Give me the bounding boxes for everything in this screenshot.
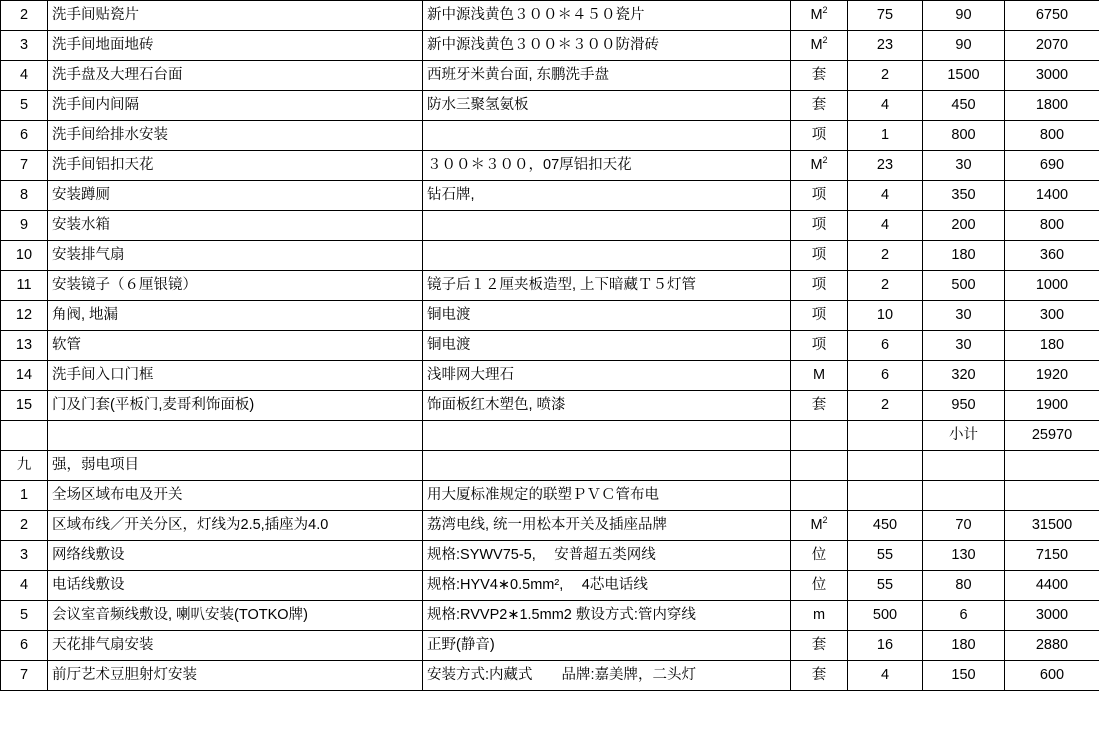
row-no: 9 bbox=[1, 211, 48, 241]
row-total: 360 bbox=[1005, 241, 1099, 271]
table-row bbox=[1, 661, 1099, 691]
row-name: 洗手间内间隔 bbox=[48, 91, 423, 121]
row-price: 150 bbox=[923, 661, 1005, 691]
row-price: 30 bbox=[923, 331, 1005, 361]
row-unit-text: 套 bbox=[811, 397, 827, 414]
subtotal-value: 25970 bbox=[1005, 421, 1099, 451]
row-price: 500 bbox=[923, 271, 1005, 301]
row-qty: 6 bbox=[848, 331, 923, 361]
row-spec: 浅啡网大理石 bbox=[423, 361, 791, 391]
row-price: 1500 bbox=[923, 61, 1005, 91]
row-qty: 2 bbox=[848, 391, 923, 421]
row-qty: 4 bbox=[848, 661, 923, 691]
row-price: 90 bbox=[923, 1, 1005, 31]
row-unit-text: 套 bbox=[811, 67, 827, 84]
row-spec: 规格:SYWV75-5, 安普超五类网线 bbox=[423, 541, 791, 571]
row-qty: 2 bbox=[848, 61, 923, 91]
row-unit-text: m bbox=[812, 607, 826, 624]
section-name: 强，弱电项目 bbox=[48, 451, 423, 481]
row-no: 5 bbox=[1, 601, 48, 631]
table-row bbox=[1, 151, 1099, 181]
row-total: 1400 bbox=[1005, 181, 1099, 211]
row-price: 450 bbox=[923, 91, 1005, 121]
row-spec bbox=[423, 121, 791, 151]
row-name: 安装镜子（６厘银镜） bbox=[48, 271, 423, 301]
row-unit bbox=[791, 481, 848, 511]
row-spec: 正野(静音) bbox=[423, 631, 791, 661]
row-unit bbox=[791, 301, 848, 331]
table-row bbox=[1, 211, 1099, 241]
row-price: 950 bbox=[923, 391, 1005, 421]
section-row bbox=[1, 451, 1099, 481]
row-total: 600 bbox=[1005, 661, 1099, 691]
section-no: 九 bbox=[1, 451, 48, 481]
row-no: 13 bbox=[1, 331, 48, 361]
row-qty bbox=[848, 481, 923, 511]
row-unit-sup: 2 bbox=[822, 5, 828, 16]
row-qty: 2 bbox=[848, 241, 923, 271]
row-no: 2 bbox=[1, 1, 48, 31]
row-name: 软管 bbox=[48, 331, 423, 361]
row-price: 180 bbox=[923, 631, 1005, 661]
row-qty: 500 bbox=[848, 601, 923, 631]
row-no: 7 bbox=[1, 661, 48, 691]
row-total: 800 bbox=[1005, 121, 1099, 151]
row-spec: 镜子后１２厘夹板造型, 上下暗藏Ｔ５灯管 bbox=[423, 271, 791, 301]
row-unit-sup: 2 bbox=[822, 155, 828, 166]
row-no: 6 bbox=[1, 121, 48, 151]
row-no: 3 bbox=[1, 31, 48, 61]
row-price: 180 bbox=[923, 241, 1005, 271]
row-unit-text: 套 bbox=[811, 637, 827, 654]
row-qty: 4 bbox=[848, 211, 923, 241]
table-row bbox=[1, 241, 1099, 271]
row-unit-text: 项 bbox=[811, 247, 827, 264]
row-total: 800 bbox=[1005, 211, 1099, 241]
row-no: 12 bbox=[1, 301, 48, 331]
row-spec: 铜电渡 bbox=[423, 301, 791, 331]
section-empty-spec bbox=[423, 451, 791, 481]
row-unit-text: 套 bbox=[811, 97, 827, 114]
row-no: 1 bbox=[1, 481, 48, 511]
row-unit bbox=[791, 391, 848, 421]
row-unit bbox=[791, 661, 848, 691]
row-unit-text: 套 bbox=[811, 667, 827, 684]
row-price: 350 bbox=[923, 181, 1005, 211]
table-row bbox=[1, 331, 1099, 361]
row-qty: 75 bbox=[848, 1, 923, 31]
row-unit-text: M bbox=[810, 517, 823, 534]
row-name: 安装蹲厕 bbox=[48, 181, 423, 211]
table-row bbox=[1, 271, 1099, 301]
row-unit-text: 项 bbox=[811, 217, 827, 234]
row-price: 130 bbox=[923, 541, 1005, 571]
row-unit bbox=[791, 61, 848, 91]
table-row bbox=[1, 1, 1099, 31]
row-spec: 饰面板红木塑色, 喷漆 bbox=[423, 391, 791, 421]
row-spec bbox=[423, 241, 791, 271]
row-no: 11 bbox=[1, 271, 48, 301]
row-qty: 450 bbox=[848, 511, 923, 541]
table-row bbox=[1, 91, 1099, 121]
row-total: 6750 bbox=[1005, 1, 1099, 31]
table-row bbox=[1, 361, 1099, 391]
subtotal-row bbox=[1, 421, 1099, 451]
row-price: 30 bbox=[923, 151, 1005, 181]
section-empty-unit bbox=[791, 451, 848, 481]
row-unit bbox=[791, 601, 848, 631]
row-unit bbox=[791, 361, 848, 391]
row-name: 天花排气扇安装 bbox=[48, 631, 423, 661]
row-unit bbox=[791, 121, 848, 151]
row-spec: 规格:HYV4∗0.5mm², 4芯电话线 bbox=[423, 571, 791, 601]
row-spec: 铜电渡 bbox=[423, 331, 791, 361]
row-unit-sup: 2 bbox=[822, 35, 828, 46]
row-price: 6 bbox=[923, 601, 1005, 631]
table-row bbox=[1, 31, 1099, 61]
row-no: 5 bbox=[1, 91, 48, 121]
section-empty-total bbox=[1005, 451, 1099, 481]
row-name: 洗手间给排水安装 bbox=[48, 121, 423, 151]
row-total: 1800 bbox=[1005, 91, 1099, 121]
row-qty: 23 bbox=[848, 151, 923, 181]
row-name: 洗手间地面地砖 bbox=[48, 31, 423, 61]
subtotal-empty-spec bbox=[423, 421, 791, 451]
row-total: 7150 bbox=[1005, 541, 1099, 571]
row-unit-text: 位 bbox=[811, 577, 827, 594]
row-price: 30 bbox=[923, 301, 1005, 331]
row-name: 网络线敷设 bbox=[48, 541, 423, 571]
row-spec: 钻石牌, bbox=[423, 181, 791, 211]
section-empty-qty bbox=[848, 451, 923, 481]
row-name: 会议室音频线敷设, 喇叭安装(TOTKO牌) bbox=[48, 601, 423, 631]
row-price: 320 bbox=[923, 361, 1005, 391]
table-row bbox=[1, 511, 1099, 541]
row-spec: 荔湾电线, 统一用松本开关及插座品牌 bbox=[423, 511, 791, 541]
table-row bbox=[1, 121, 1099, 151]
row-unit bbox=[791, 151, 848, 181]
table-row bbox=[1, 631, 1099, 661]
row-name: 区域布线／开关分区，灯线为2.5,插座为4.0 bbox=[48, 511, 423, 541]
table-row bbox=[1, 571, 1099, 601]
row-name: 洗手间贴瓷片 bbox=[48, 1, 423, 31]
row-total: 4400 bbox=[1005, 571, 1099, 601]
row-qty: 10 bbox=[848, 301, 923, 331]
row-total: 300 bbox=[1005, 301, 1099, 331]
row-unit-text: M bbox=[812, 367, 826, 384]
row-no: 2 bbox=[1, 511, 48, 541]
row-name: 洗手间铝扣天花 bbox=[48, 151, 423, 181]
row-unit bbox=[791, 91, 848, 121]
table-row bbox=[1, 481, 1099, 511]
row-unit bbox=[791, 211, 848, 241]
row-qty: 16 bbox=[848, 631, 923, 661]
row-spec: 新中源浅黄色３００＊３００防滑砖 bbox=[423, 31, 791, 61]
row-no: 4 bbox=[1, 571, 48, 601]
row-qty: 1 bbox=[848, 121, 923, 151]
row-qty: 55 bbox=[848, 571, 923, 601]
row-unit-text: 项 bbox=[811, 127, 827, 144]
row-spec: 西班牙米黄台面, 东鹏洗手盘 bbox=[423, 61, 791, 91]
row-unit bbox=[791, 331, 848, 361]
row-name: 前厅艺术豆胆射灯安装 bbox=[48, 661, 423, 691]
row-total: 180 bbox=[1005, 331, 1099, 361]
row-spec: 防水三聚氢氨板 bbox=[423, 91, 791, 121]
row-spec: 新中源浅黄色３００＊４５０瓷片 bbox=[423, 1, 791, 31]
table-row bbox=[1, 391, 1099, 421]
row-name: 全场区域布电及开关 bbox=[48, 481, 423, 511]
row-total: 31500 bbox=[1005, 511, 1099, 541]
row-price bbox=[923, 481, 1005, 511]
row-unit bbox=[791, 271, 848, 301]
row-unit bbox=[791, 181, 848, 211]
row-price: 800 bbox=[923, 121, 1005, 151]
row-price: 90 bbox=[923, 31, 1005, 61]
row-total: 2880 bbox=[1005, 631, 1099, 661]
row-unit-text: 位 bbox=[811, 547, 827, 564]
row-unit-text: 项 bbox=[811, 277, 827, 294]
table-row bbox=[1, 181, 1099, 211]
row-qty: 4 bbox=[848, 181, 923, 211]
row-name: 电话线敷设 bbox=[48, 571, 423, 601]
row-no: 3 bbox=[1, 541, 48, 571]
subtotal-empty-unit bbox=[791, 421, 848, 451]
row-qty: 2 bbox=[848, 271, 923, 301]
row-total: 3000 bbox=[1005, 61, 1099, 91]
table-row bbox=[1, 601, 1099, 631]
row-price: 70 bbox=[923, 511, 1005, 541]
row-unit-text: M bbox=[810, 37, 823, 54]
table-row bbox=[1, 301, 1099, 331]
row-spec bbox=[423, 211, 791, 241]
row-name: 角阀, 地漏 bbox=[48, 301, 423, 331]
row-price: 200 bbox=[923, 211, 1005, 241]
row-total: 1920 bbox=[1005, 361, 1099, 391]
row-unit-text: M bbox=[810, 7, 823, 24]
row-name: 洗手盘及大理石台面 bbox=[48, 61, 423, 91]
row-total bbox=[1005, 481, 1099, 511]
row-unit bbox=[791, 571, 848, 601]
row-no: 14 bbox=[1, 361, 48, 391]
row-no: 8 bbox=[1, 181, 48, 211]
row-total: 3000 bbox=[1005, 601, 1099, 631]
row-qty: 6 bbox=[848, 361, 923, 391]
row-name: 安装排气扇 bbox=[48, 241, 423, 271]
subtotal-label: 小计 bbox=[923, 421, 1005, 451]
row-unit bbox=[791, 31, 848, 61]
row-price: 80 bbox=[923, 571, 1005, 601]
row-unit bbox=[791, 241, 848, 271]
table-row bbox=[1, 541, 1099, 571]
row-total: 2070 bbox=[1005, 31, 1099, 61]
row-no: 6 bbox=[1, 631, 48, 661]
row-no: 15 bbox=[1, 391, 48, 421]
subtotal-empty-name bbox=[48, 421, 423, 451]
row-spec: 安装方式:内藏式 品牌:嘉美牌，二头灯 bbox=[423, 661, 791, 691]
row-qty: 23 bbox=[848, 31, 923, 61]
row-total: 1900 bbox=[1005, 391, 1099, 421]
section-empty-price bbox=[923, 451, 1005, 481]
row-name: 洗手间入口门框 bbox=[48, 361, 423, 391]
row-total: 690 bbox=[1005, 151, 1099, 181]
row-unit bbox=[791, 1, 848, 31]
row-spec: 规格:RVVP2∗1.5mm2 敷设方式:管内穿线 bbox=[423, 601, 791, 631]
row-unit-text: 项 bbox=[811, 307, 827, 324]
row-unit-text: 项 bbox=[811, 187, 827, 204]
row-name: 门及门套(平板门,麦哥利饰面板) bbox=[48, 391, 423, 421]
row-total: 1000 bbox=[1005, 271, 1099, 301]
row-qty: 55 bbox=[848, 541, 923, 571]
table-row bbox=[1, 61, 1099, 91]
subtotal-empty-no bbox=[1, 421, 48, 451]
row-unit bbox=[791, 511, 848, 541]
row-unit-text: 项 bbox=[811, 337, 827, 354]
row-unit-sup: 2 bbox=[822, 515, 828, 526]
row-unit bbox=[791, 631, 848, 661]
row-no: 4 bbox=[1, 61, 48, 91]
row-name: 安装水箱 bbox=[48, 211, 423, 241]
row-spec: ３００＊３００，07厚铝扣天花 bbox=[423, 151, 791, 181]
row-qty: 4 bbox=[848, 91, 923, 121]
row-unit-text: M bbox=[810, 157, 823, 174]
subtotal-empty-qty bbox=[848, 421, 923, 451]
row-no: 7 bbox=[1, 151, 48, 181]
row-unit bbox=[791, 541, 848, 571]
row-no: 10 bbox=[1, 241, 48, 271]
row-spec: 用大厦标准规定的联塑ＰＶＣ管布电 bbox=[423, 481, 791, 511]
